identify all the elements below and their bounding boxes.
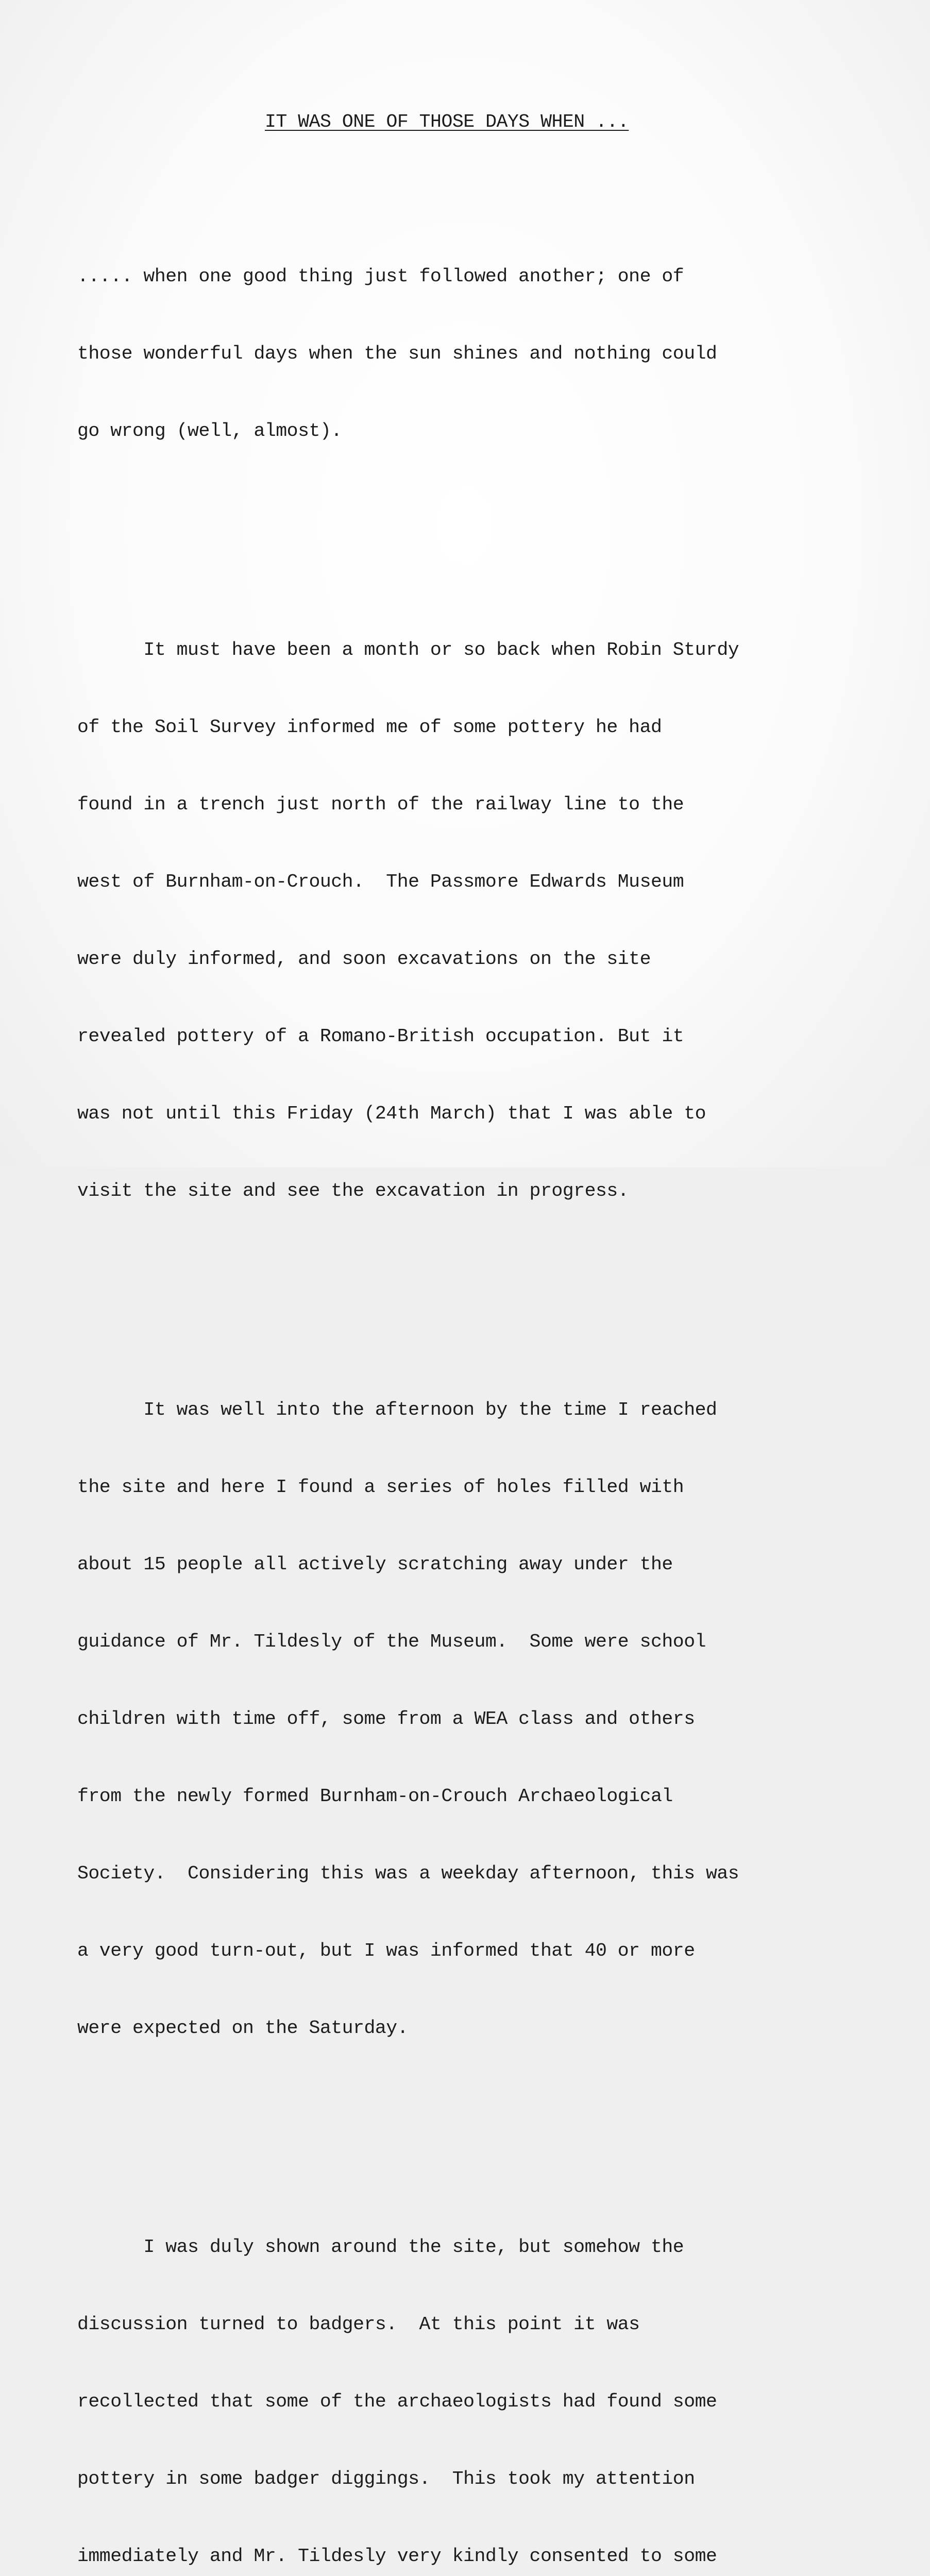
text-line: were duly informed, and soon excavations on the site [77, 948, 651, 970]
text-line: those wonderful days when the sun shines and nothing could [77, 343, 717, 364]
text-line: visit the site and see the excavation in progress. [77, 1180, 629, 1201]
text-line: recollected that some of the archaeologists had found some [77, 2391, 717, 2412]
article-body [77, 58, 881, 2576]
text-line: pottery in some badger diggings. This took my attention [77, 2468, 695, 2489]
text-line: revealed pottery of a Romano-British occupation. But it [77, 1026, 684, 1047]
text-line: the site and here I found a series of holes filled with [77, 1477, 684, 1498]
text-line: It was well into the afternoon by the time I reached [77, 1399, 717, 1420]
text-line: west of Burnham-on-Crouch. The Passmore Edwards Museum [77, 871, 684, 892]
paragraph-1 [77, 212, 881, 496]
text-line: I was duly shown around the site, but somehow the [77, 2236, 684, 2258]
text-line: immediately and Mr. Tildesly very kindly consented to some [77, 2546, 717, 2567]
text-line: children with time off, some from a WEA class and others [77, 1708, 695, 1730]
text-line: a very good turn-out, but I was informed that 40 or more [77, 1940, 695, 1961]
text-line: Society. Considering this was a weekday afternoon, this was [77, 1863, 739, 1884]
text-line: guidance of Mr. Tildesly of the Museum. Some were school [77, 1631, 706, 1652]
text-line: of the Soil Survey informed me of some pottery he had [77, 717, 662, 738]
text-line: go wrong (well, almost). [77, 420, 342, 442]
text-line: was not until this Friday (24th March) that I was able to [77, 1103, 706, 1124]
article-title: IT WAS ONE OF THOSE DAYS WHEN ... [265, 111, 629, 132]
paragraph-4 [77, 2183, 881, 2576]
text-line: found in a trench just north of the railway line to the [77, 794, 684, 815]
text-line: ..... when one good thing just followed another; one of [77, 266, 684, 287]
text-line: about 15 people all actively scratching away under the [77, 1554, 673, 1575]
text-line: from the newly formed Burnham-on-Crouch Archaeological [77, 1786, 673, 1807]
paragraph-3 [77, 1346, 881, 2093]
paragraph-2 [77, 586, 881, 1256]
text-line: It must have been a month or so back when Robin Sturdy [77, 639, 739, 660]
text-line: discussion turned to badgers. At this point it was [77, 2314, 640, 2335]
text-line: were expected on the Saturday. [77, 2018, 409, 2039]
